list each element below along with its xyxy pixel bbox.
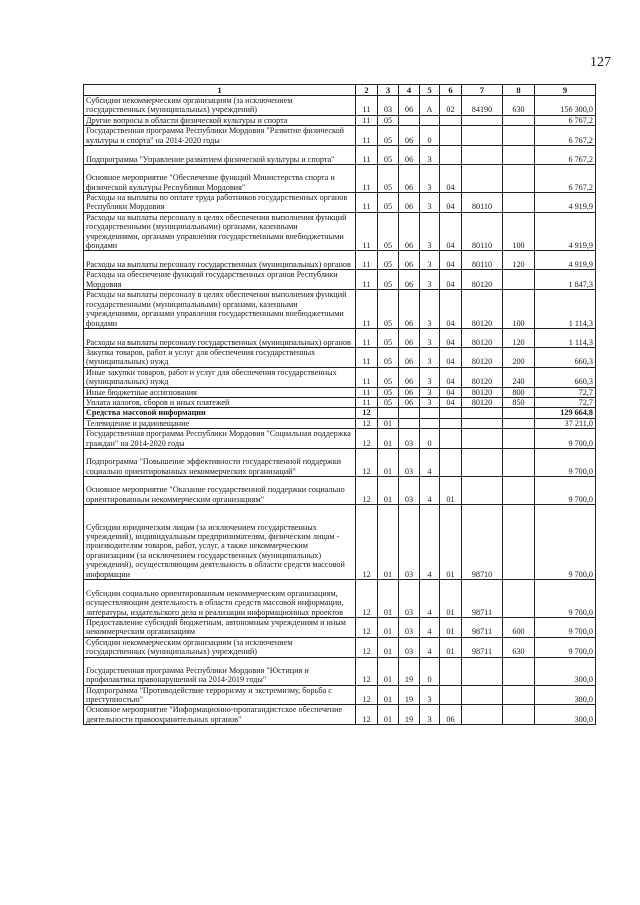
- amount-cell: 6 767,2: [535, 165, 596, 193]
- amount-cell: 300,0: [535, 685, 596, 705]
- subsection-cell: 01: [378, 476, 399, 504]
- event-cell: 04: [440, 165, 462, 193]
- section-cell: 12: [356, 617, 378, 637]
- subprogram-cell: 3: [420, 685, 440, 705]
- table-row: [84, 637, 596, 657]
- row-name-cell: Телевидение и радиовещание: [84, 418, 356, 428]
- table-row: [84, 328, 596, 347]
- program-cell: 03: [399, 504, 420, 579]
- expense-type-cell: [503, 270, 535, 290]
- subsection-cell: 01: [378, 705, 399, 725]
- row-name-cell: Основное мероприятие "Оказание государственной поддержки социально ориентированным некоммерческим организациям": [84, 476, 356, 504]
- direction-cell: [462, 657, 503, 685]
- amount-cell: 300,0: [535, 705, 596, 725]
- direction-cell: 80110: [462, 212, 503, 251]
- program-cell: 03: [399, 476, 420, 504]
- section-cell: 11: [356, 397, 378, 407]
- subprogram-cell: 3: [420, 328, 440, 347]
- direction-cell: [462, 448, 503, 476]
- program-cell: 03: [399, 637, 420, 657]
- program-cell: 06: [399, 397, 420, 407]
- subprogram-cell: 3: [420, 251, 440, 270]
- amount-cell: 6 767,2: [535, 115, 596, 125]
- event-cell: 01: [440, 617, 462, 637]
- row-name-cell: Субсидии социально ориентированным некоммерческим организациям, осуществляющим деятельность в области средств массовой информации, литературы, издательского дела и реализации информационных проектов: [84, 579, 356, 617]
- amount-cell: 660,3: [535, 367, 596, 387]
- amount-cell: 4 919,9: [535, 251, 596, 270]
- row-name-cell: Основное мероприятие "Обеспечение функций Министерства спорта и физической культуры Республики Мордовия": [84, 165, 356, 193]
- expense-type-cell: [503, 685, 535, 705]
- row-name-cell: Расходы на выплаты персоналу в целях обеспечения выполнения функций государственными (муниципальными) органами, казенными учреждениями, органами управления государственными внебюджетными фондами: [84, 212, 356, 251]
- subsection-cell: 05: [378, 367, 399, 387]
- program-cell: 06: [399, 212, 420, 251]
- section-cell: 11: [356, 165, 378, 193]
- program-cell: 06: [399, 251, 420, 270]
- header-cell: 5: [420, 85, 440, 96]
- direction-cell: 98711: [462, 617, 503, 637]
- direction-cell: [462, 126, 503, 146]
- amount-cell: 660,3: [535, 347, 596, 367]
- direction-cell: 80120: [462, 328, 503, 347]
- section-cell: 12: [356, 705, 378, 725]
- expense-type-cell: [503, 146, 535, 165]
- section-cell: 11: [356, 290, 378, 329]
- header-cell: 7: [462, 85, 503, 96]
- section-cell: 12: [356, 408, 378, 418]
- section-cell: 11: [356, 270, 378, 290]
- subsection-cell: 01: [378, 657, 399, 685]
- amount-cell: 9 700,0: [535, 476, 596, 504]
- subsection-cell: 05: [378, 270, 399, 290]
- table-row: [84, 476, 596, 504]
- table-row: [84, 251, 596, 270]
- amount-cell: 9 700,0: [535, 448, 596, 476]
- header-cell: 1: [84, 85, 356, 96]
- subprogram-cell: 0: [420, 429, 440, 449]
- subsection-cell: 05: [378, 165, 399, 193]
- subsection-cell: 01: [378, 429, 399, 449]
- direction-cell: [462, 115, 503, 125]
- expense-type-cell: 800: [503, 387, 535, 397]
- section-cell: 11: [356, 115, 378, 125]
- table-row: [84, 96, 596, 116]
- row-name-cell: Государственная программа Республики Мордовия "Социальная поддержка граждан" на 2014-2020 годы: [84, 429, 356, 449]
- event-cell: 02: [440, 96, 462, 116]
- expense-type-cell: 850: [503, 397, 535, 407]
- amount-cell: 1 847,3: [535, 270, 596, 290]
- expense-type-cell: 100: [503, 212, 535, 251]
- header-cell: 2: [356, 85, 378, 96]
- amount-cell: 9 700,0: [535, 617, 596, 637]
- section-cell: 11: [356, 96, 378, 116]
- header-cell: 8: [503, 85, 535, 96]
- amount-cell: 72,7: [535, 397, 596, 407]
- section-cell: 12: [356, 504, 378, 579]
- expense-type-cell: 240: [503, 367, 535, 387]
- row-name-cell: Подпрограмма "Повышение эффективности государственной поддержки социально ориентированных некоммерческих организаций": [84, 448, 356, 476]
- event-cell: [440, 657, 462, 685]
- section-cell: 11: [356, 193, 378, 213]
- amount-cell: 4 919,9: [535, 212, 596, 251]
- table-row: [84, 115, 596, 125]
- section-cell: 12: [356, 429, 378, 449]
- event-cell: [440, 429, 462, 449]
- event-cell: 04: [440, 387, 462, 397]
- section-cell: 12: [356, 418, 378, 428]
- direction-cell: [462, 408, 503, 418]
- direction-cell: [462, 418, 503, 428]
- subsection-cell: 05: [378, 212, 399, 251]
- subprogram-cell: 3: [420, 212, 440, 251]
- direction-cell: 80120: [462, 387, 503, 397]
- amount-cell: 9 700,0: [535, 579, 596, 617]
- table-row: [84, 408, 596, 418]
- subprogram-cell: 3: [420, 347, 440, 367]
- direction-cell: 84190: [462, 96, 503, 116]
- table-row: [84, 347, 596, 367]
- row-name-cell: Субсидии некоммерческим организациям (за исключением государственных (муниципальных) учреждений): [84, 96, 356, 116]
- table-header-row: [84, 85, 596, 96]
- expense-type-cell: [503, 705, 535, 725]
- subsection-cell: 01: [378, 617, 399, 637]
- direction-cell: 80110: [462, 193, 503, 213]
- expense-type-cell: [503, 504, 535, 579]
- program-cell: 06: [399, 367, 420, 387]
- expense-type-cell: [503, 657, 535, 685]
- row-name-cell: Другие вопросы в области физической культуры и спорта: [84, 115, 356, 125]
- program-cell: 03: [399, 448, 420, 476]
- subprogram-cell: 3: [420, 705, 440, 725]
- table-row: [84, 146, 596, 165]
- amount-cell: 9 700,0: [535, 637, 596, 657]
- section-cell: 11: [356, 146, 378, 165]
- row-name-cell: Подпрограмма "Управление развитием физической культуры и спорта": [84, 146, 356, 165]
- event-cell: [440, 685, 462, 705]
- event-cell: 04: [440, 251, 462, 270]
- event-cell: 04: [440, 347, 462, 367]
- amount-cell: 300,0: [535, 657, 596, 685]
- event-cell: 04: [440, 270, 462, 290]
- expense-type-cell: [503, 126, 535, 146]
- direction-cell: 80120: [462, 270, 503, 290]
- table-row: [84, 705, 596, 725]
- expense-type-cell: [503, 579, 535, 617]
- expense-type-cell: [503, 165, 535, 193]
- amount-cell: 1 114,3: [535, 328, 596, 347]
- subprogram-cell: 3: [420, 193, 440, 213]
- expense-type-cell: 120: [503, 328, 535, 347]
- direction-cell: 80120: [462, 367, 503, 387]
- table-row: [84, 617, 596, 637]
- program-cell: 19: [399, 657, 420, 685]
- amount-cell: 37 211,0: [535, 418, 596, 428]
- program-cell: 06: [399, 270, 420, 290]
- page-number: 127: [590, 55, 611, 70]
- program-cell: 06: [399, 165, 420, 193]
- subprogram-cell: 4: [420, 504, 440, 579]
- subprogram-cell: 4: [420, 637, 440, 657]
- program-cell: 06: [399, 96, 420, 116]
- program-cell: [399, 115, 420, 125]
- row-name-cell: Закупка товаров, работ и услуг для обеспечения государственных (муниципальных) нужд: [84, 347, 356, 367]
- event-cell: 01: [440, 579, 462, 617]
- section-cell: 11: [356, 251, 378, 270]
- table-row: [84, 504, 596, 579]
- amount-cell: 129 664,8: [535, 408, 596, 418]
- table-row: [84, 212, 596, 251]
- program-cell: 03: [399, 617, 420, 637]
- table-body: [84, 96, 596, 725]
- program-cell: 03: [399, 579, 420, 617]
- program-cell: [399, 408, 420, 418]
- section-cell: 11: [356, 347, 378, 367]
- subsection-cell: [378, 408, 399, 418]
- header-cell: 4: [399, 85, 420, 96]
- subprogram-cell: 3: [420, 367, 440, 387]
- subsection-cell: 05: [378, 126, 399, 146]
- expense-type-cell: 630: [503, 637, 535, 657]
- row-name-cell: Уплата налогов, сборов и иных платежей: [84, 397, 356, 407]
- event-cell: 06: [440, 705, 462, 725]
- event-cell: 04: [440, 290, 462, 329]
- row-name-cell: Субсидии юридическим лицам (за исключением государственных учреждений), индивидуальным предпринимателям, физическим лицам - производителям товаров, работ, услуг, а также некоммерческим организациям (за исключением государственных (муниципальных) учреждений), осуществляющим деятельность в области средств массовой информации: [84, 504, 356, 579]
- expense-type-cell: [503, 408, 535, 418]
- subsection-cell: 01: [378, 504, 399, 579]
- subprogram-cell: 4: [420, 448, 440, 476]
- subprogram-cell: 3: [420, 165, 440, 193]
- section-cell: 12: [356, 448, 378, 476]
- table-row: [84, 429, 596, 449]
- header-cell: 3: [378, 85, 399, 96]
- section-cell: 12: [356, 637, 378, 657]
- program-cell: 06: [399, 126, 420, 146]
- program-cell: 06: [399, 290, 420, 329]
- direction-cell: 80120: [462, 347, 503, 367]
- expense-type-cell: 630: [503, 96, 535, 116]
- program-cell: 03: [399, 429, 420, 449]
- direction-cell: 80110: [462, 251, 503, 270]
- direction-cell: [462, 429, 503, 449]
- row-name-cell: Иные бюджетные ассигнования: [84, 387, 356, 397]
- table-row: [84, 397, 596, 407]
- subprogram-cell: 3: [420, 397, 440, 407]
- row-name-cell: Подпрограмма "Противодействие терроризму и экстремизму, борьба с преступностью": [84, 685, 356, 705]
- event-cell: 01: [440, 476, 462, 504]
- event-cell: 04: [440, 212, 462, 251]
- subsection-cell: 05: [378, 328, 399, 347]
- program-cell: 19: [399, 705, 420, 725]
- program-cell: 06: [399, 328, 420, 347]
- subsection-cell: 05: [378, 146, 399, 165]
- event-cell: 04: [440, 367, 462, 387]
- section-cell: 11: [356, 387, 378, 397]
- subsection-cell: 01: [378, 685, 399, 705]
- header-cell: 9: [535, 85, 596, 96]
- table-row: [84, 290, 596, 329]
- subsection-cell: 01: [378, 418, 399, 428]
- subprogram-cell: 3: [420, 270, 440, 290]
- expense-type-cell: [503, 193, 535, 213]
- subprogram-cell: [420, 418, 440, 428]
- direction-cell: [462, 705, 503, 725]
- program-cell: 06: [399, 193, 420, 213]
- subsection-cell: 05: [378, 115, 399, 125]
- row-name-cell: Государственная программа Республики Мордовия "Развитие физической культуры и спорта" на 2014-2020 годы: [84, 126, 356, 146]
- section-cell: 11: [356, 367, 378, 387]
- row-name-cell: Субсидии некоммерческим организациям (за исключением государственных (муниципальных) учреждений): [84, 637, 356, 657]
- header-cell: 6: [440, 85, 462, 96]
- row-name-cell: Расходы на выплаты персоналу государственных (муниципальных) органов: [84, 251, 356, 270]
- subprogram-cell: 4: [420, 579, 440, 617]
- row-name-cell: Расходы на выплаты персоналу государственных (муниципальных) органов: [84, 328, 356, 347]
- subsection-cell: 05: [378, 193, 399, 213]
- row-name-cell: Иные закупки товаров, работ и услуг для обеспечения государственных (муниципальных) нужд: [84, 367, 356, 387]
- event-cell: [440, 448, 462, 476]
- amount-cell: 1 114,3: [535, 290, 596, 329]
- amount-cell: 6 767,2: [535, 146, 596, 165]
- expense-type-cell: 120: [503, 251, 535, 270]
- direction-cell: 98711: [462, 579, 503, 617]
- direction-cell: [462, 476, 503, 504]
- subsection-cell: 05: [378, 397, 399, 407]
- subprogram-cell: 0: [420, 657, 440, 685]
- table-row: [84, 193, 596, 213]
- amount-cell: 156 300,0: [535, 96, 596, 116]
- table-row: [84, 685, 596, 705]
- table-row: [84, 448, 596, 476]
- program-cell: 06: [399, 387, 420, 397]
- direction-cell: 80120: [462, 397, 503, 407]
- program-cell: 19: [399, 685, 420, 705]
- table-row: [84, 657, 596, 685]
- expense-type-cell: [503, 115, 535, 125]
- amount-cell: 72,7: [535, 387, 596, 397]
- table-row: [84, 270, 596, 290]
- row-name-cell: Средства массовой информации: [84, 408, 356, 418]
- row-name-cell: Предоставление субсидий бюджетным, автономным учреждениям и иным некоммерческим организациям: [84, 617, 356, 637]
- expense-type-cell: [503, 429, 535, 449]
- row-name-cell: Расходы на выплаты по оплате труда работников государственных органов Республики Мордовия: [84, 193, 356, 213]
- event-cell: [440, 418, 462, 428]
- direction-cell: [462, 165, 503, 193]
- subsection-cell: 05: [378, 251, 399, 270]
- table-row: [84, 367, 596, 387]
- event-cell: 01: [440, 637, 462, 657]
- expense-type-cell: 200: [503, 347, 535, 367]
- table-row: [84, 165, 596, 193]
- section-cell: 12: [356, 579, 378, 617]
- event-cell: 04: [440, 328, 462, 347]
- subprogram-cell: [420, 408, 440, 418]
- direction-cell: [462, 685, 503, 705]
- row-name-cell: Основное мероприятие "Информационно-пропагандистское обеспечение деятельности правоохранительных органов": [84, 705, 356, 725]
- subsection-cell: 01: [378, 448, 399, 476]
- subprogram-cell: 0: [420, 126, 440, 146]
- subsection-cell: 05: [378, 387, 399, 397]
- program-cell: [399, 418, 420, 428]
- subsection-cell: 01: [378, 637, 399, 657]
- table-row: [84, 579, 596, 617]
- section-cell: 11: [356, 212, 378, 251]
- subprogram-cell: 3: [420, 146, 440, 165]
- table-row: [84, 418, 596, 428]
- subsection-cell: 03: [378, 96, 399, 116]
- expense-type-cell: [503, 418, 535, 428]
- amount-cell: 9 700,0: [535, 504, 596, 579]
- row-name-cell: Расходы на выплаты персоналу в целях обеспечения выполнения функций государственными (муниципальными) органами, казенными учреждениями, органами управления государственными внебюджетными фондами: [84, 290, 356, 329]
- expense-type-cell: [503, 476, 535, 504]
- subprogram-cell: 3: [420, 290, 440, 329]
- subsection-cell: 01: [378, 579, 399, 617]
- direction-cell: [462, 146, 503, 165]
- event-cell: 01: [440, 504, 462, 579]
- subprogram-cell: 3: [420, 387, 440, 397]
- event-cell: [440, 408, 462, 418]
- subprogram-cell: 4: [420, 476, 440, 504]
- subsection-cell: 05: [378, 347, 399, 367]
- event-cell: 04: [440, 193, 462, 213]
- subprogram-cell: 4: [420, 617, 440, 637]
- section-cell: 11: [356, 328, 378, 347]
- expense-type-cell: 600: [503, 617, 535, 637]
- event-cell: [440, 115, 462, 125]
- section-cell: 12: [356, 476, 378, 504]
- direction-cell: 98710: [462, 504, 503, 579]
- amount-cell: 6 767,2: [535, 126, 596, 146]
- subprogram-cell: [420, 115, 440, 125]
- amount-cell: 4 919,9: [535, 193, 596, 213]
- direction-cell: 80120: [462, 290, 503, 329]
- subsection-cell: 05: [378, 290, 399, 329]
- subprogram-cell: А: [420, 96, 440, 116]
- program-cell: 06: [399, 347, 420, 367]
- amount-cell: 9 700,0: [535, 429, 596, 449]
- section-cell: 11: [356, 126, 378, 146]
- expense-type-cell: [503, 448, 535, 476]
- section-cell: 12: [356, 685, 378, 705]
- direction-cell: 98711: [462, 637, 503, 657]
- row-name-cell: Расходы на обеспечение функций государственных органов Республики Мордовия: [84, 270, 356, 290]
- event-cell: [440, 126, 462, 146]
- event-cell: [440, 146, 462, 165]
- table-row: [84, 387, 596, 397]
- section-cell: 12: [356, 657, 378, 685]
- row-name-cell: Государственная программа Республики Мордовия "Юстиция и профилактика правонарушений на 2014-2019 годы": [84, 657, 356, 685]
- table-row: [84, 126, 596, 146]
- expense-type-cell: 100: [503, 290, 535, 329]
- event-cell: 04: [440, 397, 462, 407]
- budget-table: [83, 84, 596, 725]
- program-cell: 06: [399, 146, 420, 165]
